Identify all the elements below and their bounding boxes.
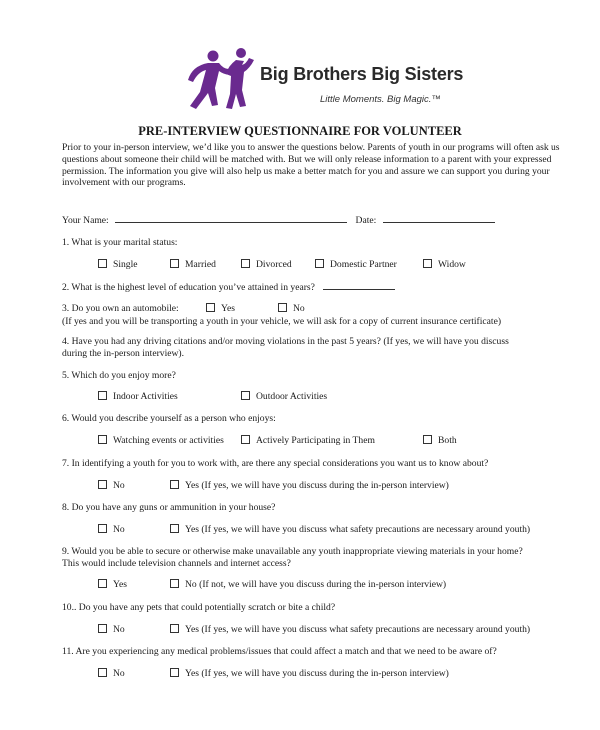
checkbox-icon[interactable] [170, 259, 179, 268]
q11-yes-option[interactable]: Yes (If yes, we will have you discuss during the in-person interview) [170, 668, 449, 679]
option-domestic-partner[interactable]: Domestic Partner [315, 259, 397, 270]
checkbox-icon[interactable] [170, 480, 179, 489]
intro-paragraph: Prior to your in-person interview, we’d like you to answer the questions below. Parents of youth in our programs will often ask us questions about someone their child will be matched with. But we will only release information to a parent with your expressed permission. The information you give will also help us make a better match for you and assure we can support you during your involvement with our programs. [62, 142, 560, 189]
brand-name: Big Brothers Big Sisters [260, 64, 464, 84]
checkbox-icon[interactable] [98, 435, 107, 444]
name-date-row [62, 214, 495, 226]
checkbox-icon[interactable] [241, 435, 250, 444]
question-4-line-2: during the in-person interview). [62, 348, 185, 359]
name-label: Your Name: [62, 215, 109, 226]
checkbox-icon[interactable] [98, 524, 107, 533]
checkbox-icon[interactable] [241, 391, 250, 400]
question-9-line-2: This would include television channels and internet access? [62, 558, 291, 569]
q8-yes-option[interactable]: Yes (If yes, we will have you discuss what safety precautions are necessary around youth) [170, 524, 530, 535]
option-widow[interactable]: Widow [423, 259, 466, 270]
option-indoor[interactable]: Indoor Activities [98, 391, 178, 402]
question-4-line-1: 4. Have you had any driving citations and/or moving violations in the past 5 years? (If yes, we will have you discuss [62, 336, 509, 347]
date-label: Date: [355, 215, 377, 226]
question-1: 1. What is your marital status: [62, 237, 178, 248]
question-5: 5. Which do you enjoy more? [62, 370, 176, 381]
checkbox-icon[interactable] [170, 524, 179, 533]
question-3-note: (If yes and you will be transporting a youth in your vehicle, we will ask for a copy of current insurance certificate) [62, 316, 502, 327]
question-3: 3. Do you own an automobile: [62, 303, 179, 314]
question-8: 8. Do you have any guns or ammunition in your house? [62, 502, 276, 513]
question-7: 7. In identifying a youth for you to work with, are there any special considerations you want us to know about? [62, 458, 489, 469]
option-divorced[interactable]: Divorced [241, 259, 292, 270]
q7-yes-option[interactable]: Yes (If yes, we will have you discuss during the in-person interview) [170, 480, 449, 491]
q8-no-option[interactable]: No [98, 524, 125, 535]
question-6: 6. Would you describe yourself as a person who enjoys: [62, 413, 276, 424]
option-watching[interactable]: Watching events or activities [98, 435, 224, 446]
checkbox-icon[interactable] [170, 624, 179, 633]
checkbox-icon[interactable] [206, 303, 215, 312]
q11-no-option[interactable]: No [98, 668, 125, 679]
date-field[interactable] [383, 214, 495, 223]
bbbs-figures-icon [186, 46, 258, 112]
auto-yes-option[interactable]: Yes [206, 303, 235, 314]
checkbox-icon[interactable] [98, 624, 107, 633]
question-2: 2. What is the highest level of education you’ve attained in years? [62, 281, 395, 293]
checkbox-icon[interactable] [98, 668, 107, 677]
checkbox-icon[interactable] [278, 303, 287, 312]
question-11: 11. Are you experiencing any medical problems/issues that could affect a match and that we need to be aware of? [62, 646, 497, 657]
option-both[interactable]: Both [423, 435, 457, 446]
checkbox-icon[interactable] [423, 259, 432, 268]
question-10: 10.. Do you have any pets that could potentially scratch or bite a child? [62, 602, 336, 613]
checkbox-icon[interactable] [98, 259, 107, 268]
checkbox-icon[interactable] [423, 435, 432, 444]
option-outdoor[interactable]: Outdoor Activities [241, 391, 327, 402]
education-years-field[interactable] [323, 281, 395, 290]
q10-yes-option[interactable]: Yes (If yes, we will have you discuss what safety precautions are necessary around youth) [170, 624, 530, 635]
q9-yes-option[interactable]: Yes [98, 579, 127, 590]
q9-no-option[interactable]: No (If not, we will have you discuss during the in-person interview) [170, 579, 446, 590]
tagline: Little Moments. Big Magic.™ [320, 94, 441, 105]
option-single[interactable]: Single [98, 259, 138, 270]
name-field[interactable] [115, 214, 347, 223]
checkbox-icon[interactable] [170, 668, 179, 677]
q7-no-option[interactable]: No [98, 480, 125, 491]
checkbox-icon[interactable] [315, 259, 324, 268]
logo [186, 46, 464, 116]
checkbox-icon[interactable] [241, 259, 250, 268]
checkbox-icon[interactable] [170, 579, 179, 588]
option-married[interactable]: Married [170, 259, 216, 270]
checkbox-icon[interactable] [98, 579, 107, 588]
checkbox-icon[interactable] [98, 391, 107, 400]
q10-no-option[interactable]: No [98, 624, 125, 635]
page-title: PRE-INTERVIEW QUESTIONNAIRE FOR VOLUNTEER [138, 124, 462, 138]
question-9-line-1: 9. Would you be able to secure or otherwise make unavailable any youth inappropriate viewing materials in your home? [62, 546, 523, 557]
checkbox-icon[interactable] [98, 480, 107, 489]
auto-no-option[interactable]: No [278, 303, 305, 314]
option-participating[interactable]: Actively Participating in Them [241, 435, 375, 446]
